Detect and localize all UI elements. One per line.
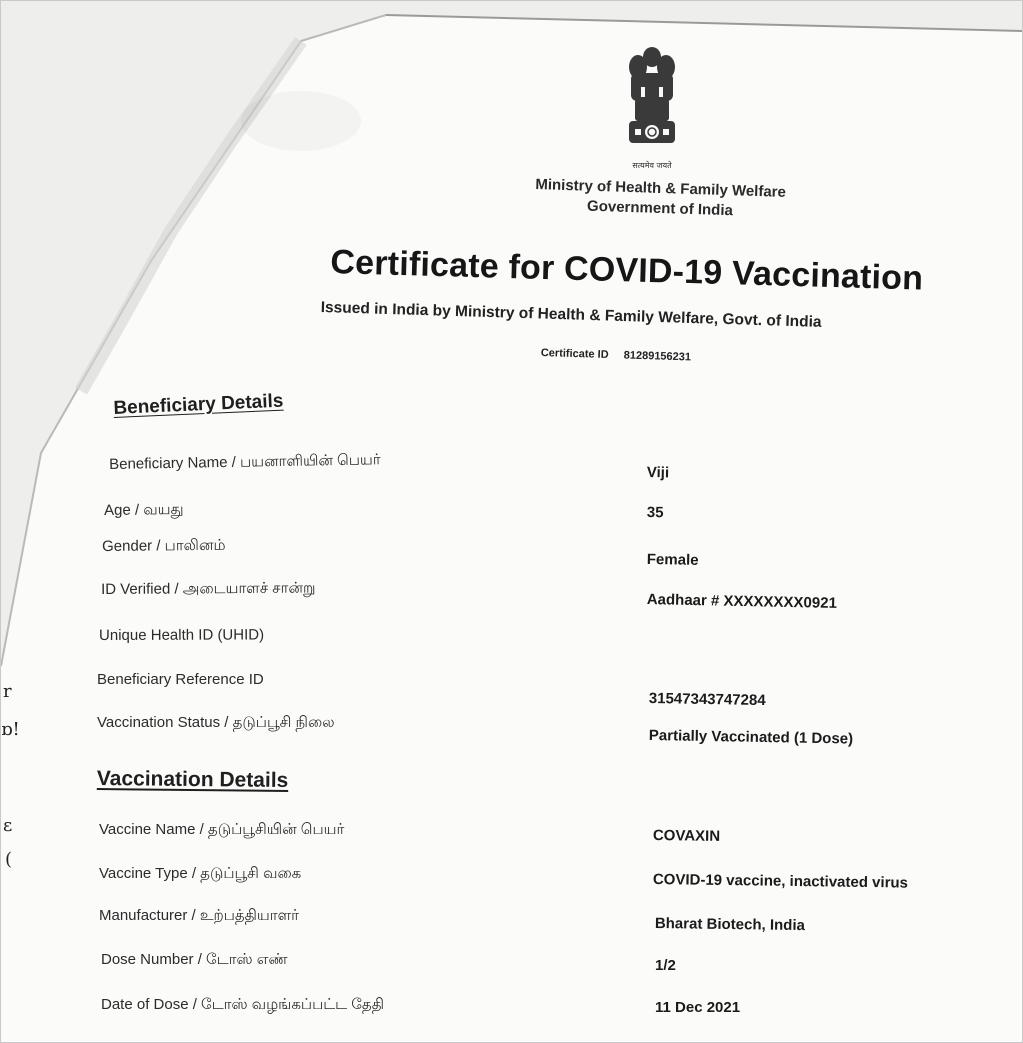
- gender-label: Gender / பாலினம்: [102, 536, 226, 555]
- margin-mark: r: [3, 681, 12, 702]
- certificate-id-value: 81289156231: [623, 349, 692, 364]
- date-of-dose-label: Date of Dose / டோஸ் வழங்கப்பட்ட தேதி: [101, 996, 384, 1013]
- age-label: Age / வயது: [104, 500, 184, 519]
- vaccine-type-value: COVID-19 vaccine, inactivated virus: [652, 871, 909, 892]
- id-verified-value: Aadhaar # XXXXXXXX0921: [646, 591, 838, 612]
- margin-mark: ɒ!: [1, 719, 20, 740]
- beneficiary-name-value: Viji: [646, 464, 670, 482]
- manufacturer-value: Bharat Biotech, India: [654, 915, 806, 935]
- age-value: 35: [646, 504, 664, 522]
- date-of-dose-value: 11 Dec 2021: [655, 999, 741, 1016]
- beneficiary-name-label: Beneficiary Name / பயனாளியின் பெயர்: [109, 451, 381, 473]
- vaccine-name-value: COVAXIN: [652, 827, 721, 845]
- beneficiary-reference-id-value: 31547343747284: [648, 690, 766, 710]
- manufacturer-label: Manufacturer / உற்பத்தியாளர்: [99, 907, 299, 924]
- paper-crease: [241, 91, 361, 151]
- national-emblem-icon: [621, 43, 683, 173]
- gender-value: Female: [646, 551, 699, 569]
- ministry-name: Ministry of Health & Family Welfare: [535, 176, 787, 201]
- government-name: Government of India: [586, 197, 734, 220]
- dose-number-value: 1/2: [655, 957, 676, 974]
- issued-by-line: Issued in India by Ministry of Health & Family Welfare, Govt. of India: [320, 299, 822, 331]
- beneficiary-reference-id-label: Beneficiary Reference ID: [97, 671, 264, 688]
- vaccine-name-label: Vaccine Name / தடுப்பூசியின் பெயர்: [99, 821, 345, 838]
- certificate-title: Certificate for COVID-19 Vaccination: [329, 243, 924, 298]
- vaccine-type-label: Vaccine Type / தடுப்பூசி வகை: [99, 865, 302, 882]
- vaccination-status-label: Vaccination Status / தடுப்பூசி நிலை: [97, 714, 335, 731]
- margin-mark: (: [5, 849, 13, 870]
- margin-mark: ɛ: [3, 815, 13, 836]
- certificate-id-label: Certificate ID: [540, 347, 609, 362]
- id-verified-label: ID Verified / அடையாளச் சான்று: [101, 579, 316, 598]
- svg-text:सत्यमेव जयते: सत्यमेव जयते: [632, 161, 672, 170]
- vaccination-status-value: Partially Vaccinated (1 Dose): [648, 727, 854, 748]
- beneficiary-details-heading: Beneficiary Details: [113, 390, 284, 419]
- vaccination-details-heading: Vaccination Details: [96, 767, 289, 793]
- dose-number-label: Dose Number / டோஸ் எண்: [101, 951, 288, 968]
- uhid-label: Unique Health ID (UHID): [99, 626, 265, 644]
